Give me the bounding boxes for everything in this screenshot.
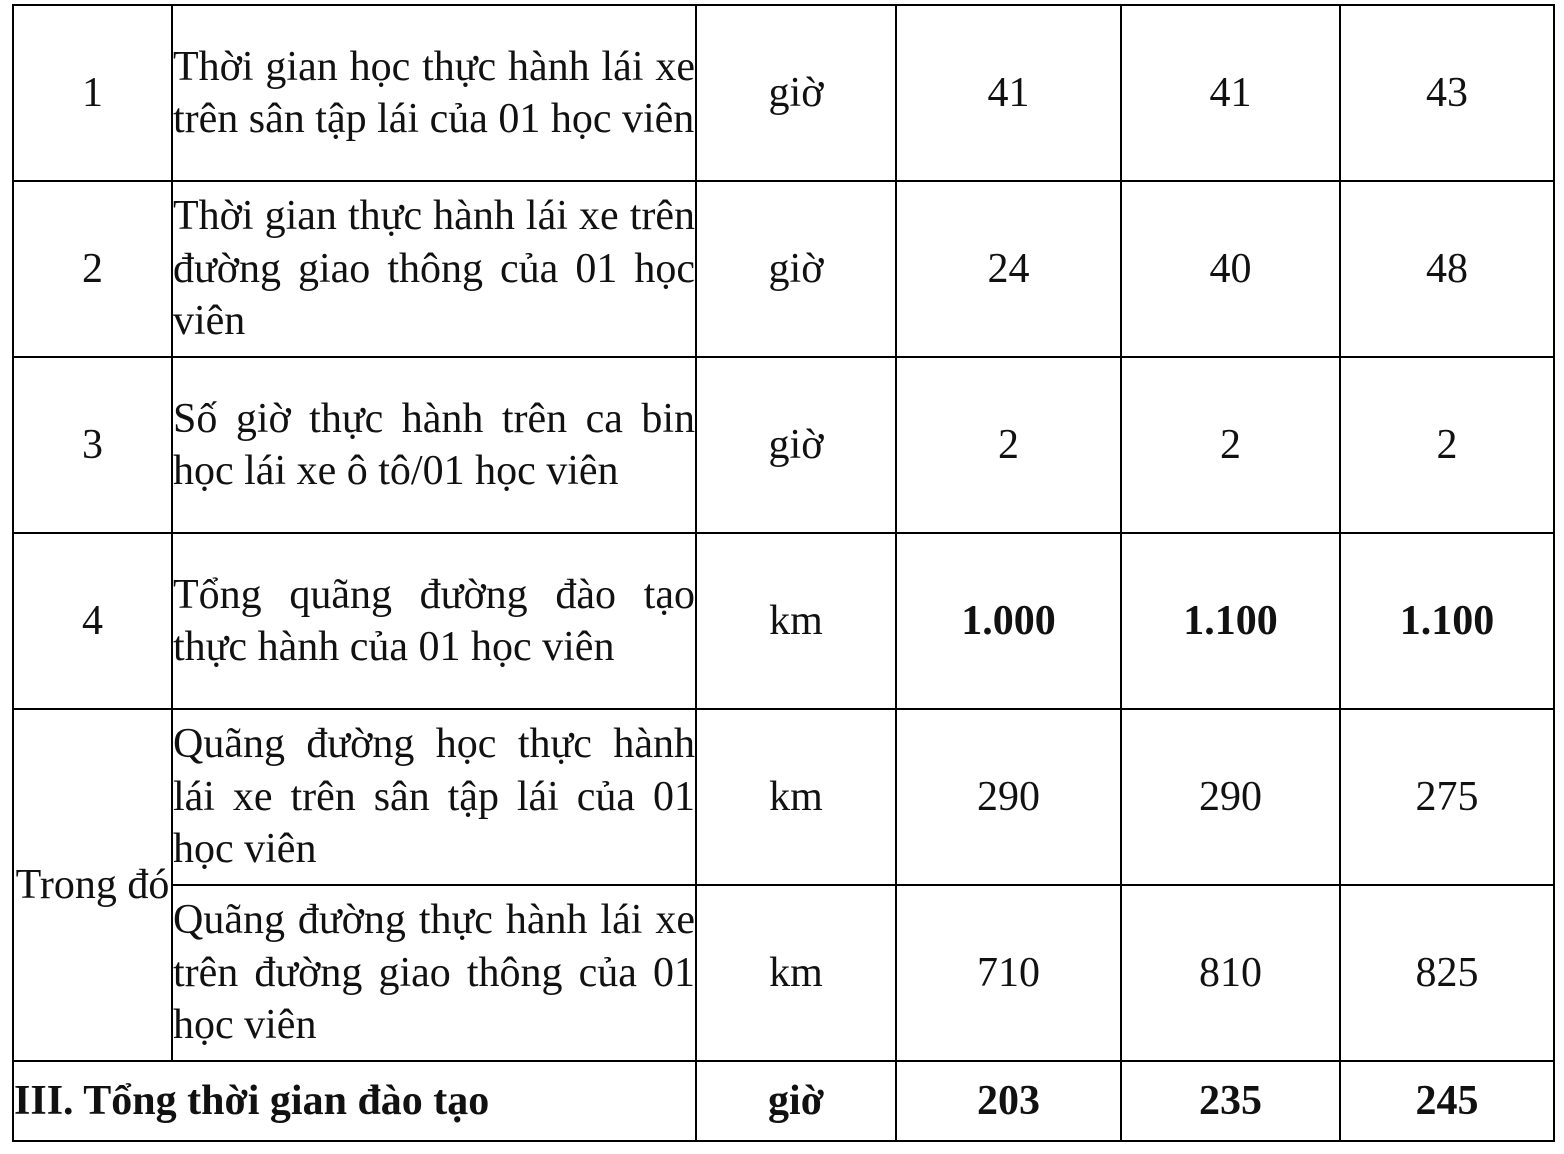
training-table bbox=[12, 4, 1555, 1142]
row-unit: giờ bbox=[696, 181, 896, 357]
row-value: 41 bbox=[1121, 5, 1340, 181]
row-description: Quãng đường thực hành lái xe trên đường giao thông của 01 học viên bbox=[172, 885, 696, 1061]
row-value: 2 bbox=[896, 357, 1121, 533]
total-value: 203 bbox=[896, 1061, 1121, 1141]
row-value: 43 bbox=[1340, 5, 1554, 181]
row-value: 1.100 bbox=[1340, 533, 1554, 709]
row-value: 2 bbox=[1121, 357, 1340, 533]
row-value: 40 bbox=[1121, 181, 1340, 357]
total-value: 235 bbox=[1121, 1061, 1340, 1141]
row-unit: km bbox=[696, 533, 896, 709]
row-number: 4 bbox=[13, 533, 172, 709]
table-row bbox=[13, 709, 1554, 885]
total-value: 245 bbox=[1340, 1061, 1554, 1141]
table-row bbox=[13, 533, 1554, 709]
row-description: Số giờ thực hành trên ca bin học lái xe ô tô/01 học viên bbox=[172, 357, 696, 533]
row-value: 2 bbox=[1340, 357, 1554, 533]
row-unit: giờ bbox=[696, 5, 896, 181]
table-row bbox=[13, 357, 1554, 533]
row-value: 1.000 bbox=[896, 533, 1121, 709]
row-unit: giờ bbox=[696, 357, 896, 533]
row-value: 825 bbox=[1340, 885, 1554, 1061]
total-label: III. Tổng thời gian đào tạo bbox=[13, 1061, 696, 1141]
row-value: 710 bbox=[896, 885, 1121, 1061]
trong-do-label: Trong đó bbox=[13, 709, 172, 1061]
table-row bbox=[13, 885, 1554, 1061]
row-value: 24 bbox=[896, 181, 1121, 357]
row-description: Tổng quãng đường đào tạo thực hành của 01 học viên bbox=[172, 533, 696, 709]
row-number: 1 bbox=[13, 5, 172, 181]
row-unit: km bbox=[696, 709, 896, 885]
row-value: 290 bbox=[896, 709, 1121, 885]
row-value: 290 bbox=[1121, 709, 1340, 885]
row-value: 275 bbox=[1340, 709, 1554, 885]
total-row bbox=[13, 1061, 1554, 1141]
row-description: Quãng đường học thực hành lái xe trên sân tập lái của 01 học viên bbox=[172, 709, 696, 885]
total-unit: giờ bbox=[696, 1061, 896, 1141]
row-description: Thời gian học thực hành lái xe trên sân tập lái của 01 học viên bbox=[172, 5, 696, 181]
row-number: 2 bbox=[13, 181, 172, 357]
row-value: 810 bbox=[1121, 885, 1340, 1061]
row-description: Thời gian thực hành lái xe trên đường giao thông của 01 học viên bbox=[172, 181, 696, 357]
row-unit: km bbox=[696, 885, 896, 1061]
row-number: 3 bbox=[13, 357, 172, 533]
row-value: 48 bbox=[1340, 181, 1554, 357]
row-value: 1.100 bbox=[1121, 533, 1340, 709]
row-value: 41 bbox=[896, 5, 1121, 181]
table-row bbox=[13, 181, 1554, 357]
table-row bbox=[13, 5, 1554, 181]
